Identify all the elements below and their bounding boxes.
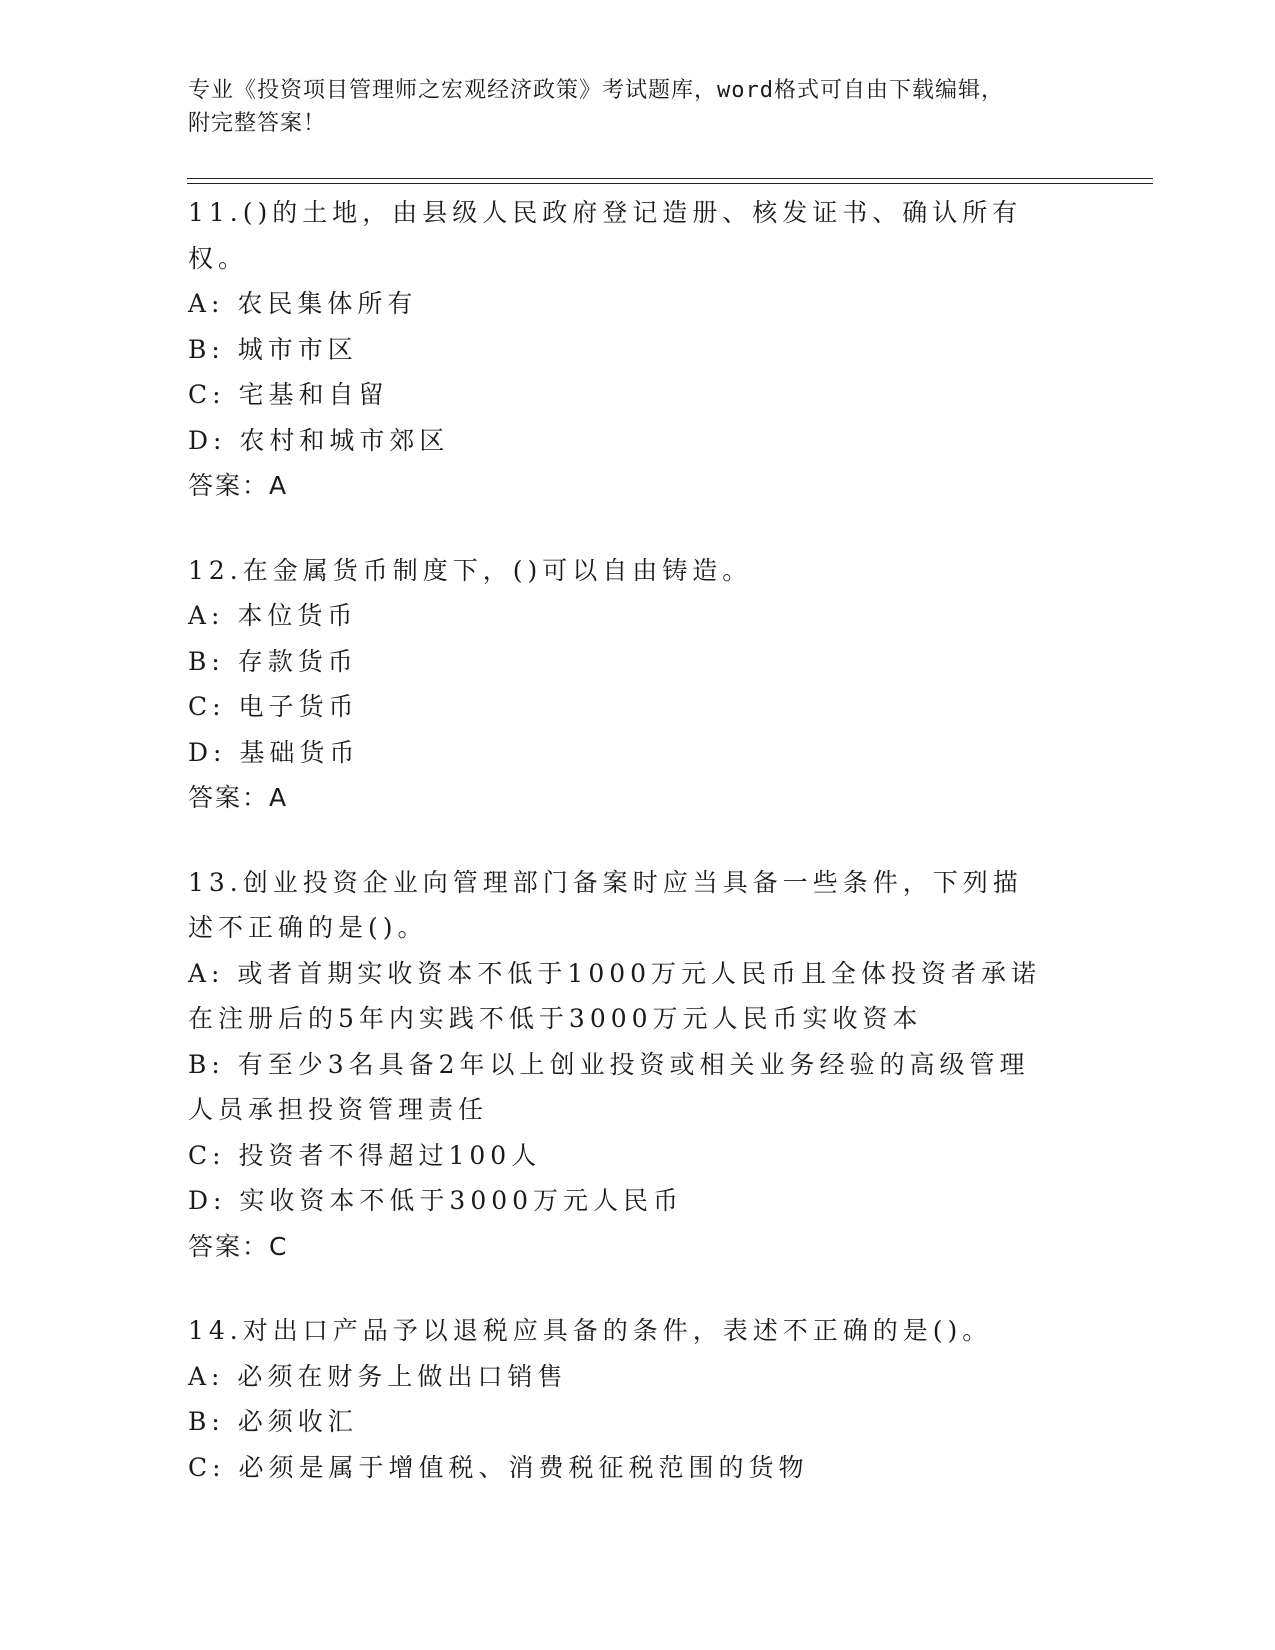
header-divider-bottom xyxy=(187,183,1153,184)
answer-line: 答案：A xyxy=(188,783,289,812)
option-d: D: 实收资本不低于3000万元人民币 xyxy=(188,1186,684,1215)
header-divider-top xyxy=(187,178,1153,179)
answer-line: 答案：A xyxy=(188,471,289,500)
option-b: B: 存款货币 xyxy=(188,646,358,676)
answer-line: 答案：C xyxy=(188,1231,289,1261)
header-intro-line-1: 专业《投资项目管理师之宏观经济政策》考试题库，word格式可自由下载编辑， xyxy=(188,78,1004,103)
question-stem: 14.对出口产品予以退税应具备的条件，表述不正确的是()。 xyxy=(188,1316,993,1345)
option-c: C: 必须是属于增值税、消费税征税范围的货物 xyxy=(188,1452,809,1482)
question-list xyxy=(188,190,1088,1529)
question-stem: 13.创业投资企业向管理部门备案时应当具备一些条件，下列描述不正确的是()。 xyxy=(188,867,1023,942)
question-11 xyxy=(188,190,1088,509)
option-c: C: 投资者不得超过100人 xyxy=(188,1140,542,1170)
question-12 xyxy=(188,548,1088,821)
question-14 xyxy=(188,1308,1088,1490)
option-c: C: 电子货币 xyxy=(188,692,359,721)
option-a: A: 必须在财务上做出口销售 xyxy=(188,1361,568,1391)
option-b: B: 有至少3名具备2年以上创业投资或相关业务经验的高级管理人员承担投资管理责任 xyxy=(188,1049,1030,1124)
option-a: A: 本位货币 xyxy=(188,601,358,630)
option-a: A: 农民集体所有 xyxy=(188,289,418,318)
option-d: D: 基础货币 xyxy=(188,737,360,767)
option-d: D: 农村和城市郊区 xyxy=(188,425,450,455)
header-intro-line-2: 附完整答案！ xyxy=(188,111,327,136)
option-c: C: 宅基和自留 xyxy=(188,380,389,409)
question-13 xyxy=(188,860,1088,1270)
option-b: B: 城市市区 xyxy=(188,334,358,364)
question-stem: 12.在金属货币制度下，()可以自由铸造。 xyxy=(188,555,753,585)
document-header xyxy=(188,74,1068,140)
option-a: A: 或者首期实收资本不低于1000万元人民币且全体投资者承诺在注册后的5年内实践不低于3000万元人民币实收资本 xyxy=(188,958,1042,1033)
option-b: B: 必须收汇 xyxy=(188,1407,358,1436)
question-stem: 11.()的土地，由县级人民政府登记造册、核发证书、确认所有权。 xyxy=(188,198,1023,273)
